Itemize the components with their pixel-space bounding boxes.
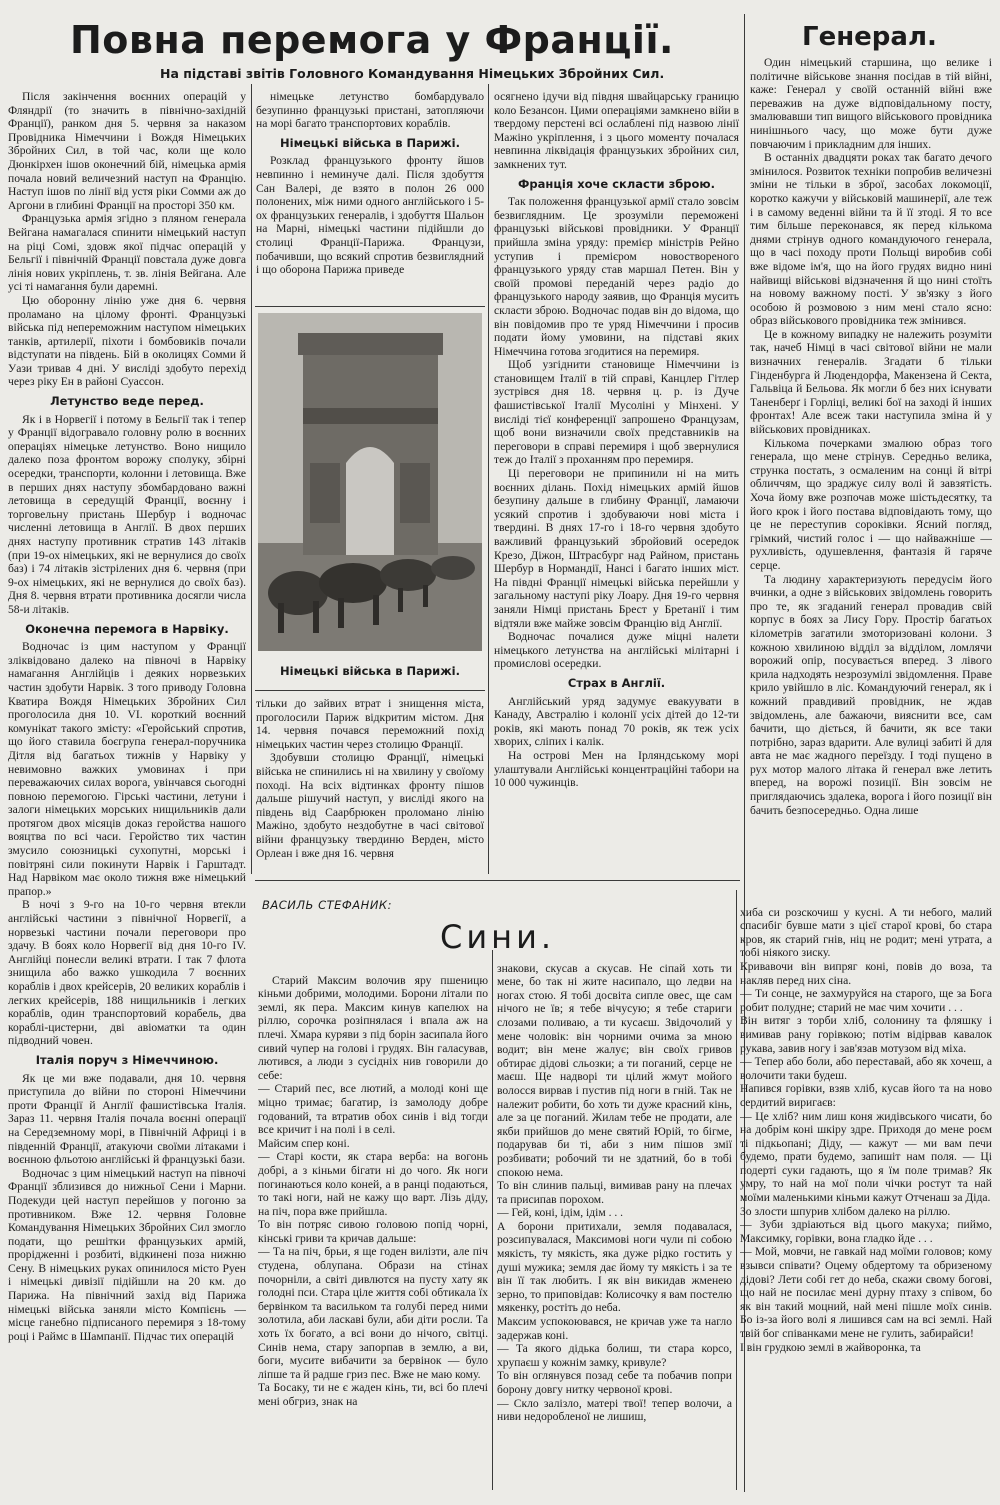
paragraph: Один німецький старшина, що велике і політичне військове знання посідав в тій війні, каже: Генерал у своїй останній війні вже переважив на дуже відповідальному посту, змалювавши тип вищого військового провідника нинішнього часу, що може бути дуже повчаючим і прикладним для інших.: [750, 56, 992, 151]
paragraph: Розклад французького фронту йшов невпинно і неминуче далі. Після здобуття Сан Валері, де взято в полон 26 000 полонених, між ними одного англійського і 5-ох французьких генералів, і здобуття Шальон на Марні, німецькі частини підійшли до столиці Франції-Парижа. Французи, побачивши, що всякий спротив безвиглядний і що оборона Парижа приведе: [256, 154, 484, 277]
paragraph: знакови, скусав а скусав. Не сіпай хоть ти мене, бо так ні жите насипало, що ледви на ногах стою. Я тобі досвіта сипле овес, ще сам нічого не їв; я тебе вічусую; я тебе стариги слозами поливаю, а ти кусаєш. Звідочолий у мене чоловік: він чорними очима за мною водит; він мене жалує; він своїх гривов обтирає дідові сльозки; а ти поганий, серце не маєш. Ще надворі ти цілий жмут мойого волосся вирвав і пустив під ноги в гній. Так не належит робити, бо хоть ти дуже красний кінь, але за це поганий. Жилам тебе не продати, але якби прийшов до мене святий Юрій, то бігме, подарував би ті, аби з ним пішов змії розбивати; робочий ти не здатний, бо в тобі спокою нема. То він слинив пальці, вимивав рану на плечах та присипав порохом. — Гей, коні, ідім, ідім . . . А борони притихали, земля подавалася, розсипувалася, Максимові ноги чули пі собою мякість, ту мякість, яка дуже рідко гостить у душі мужика; земля дає йому ту мякість і за те він її так любить. І як він викидав жменею зерно, то приповідав: Колисочку я вам постелю мякенку, ростіть до неба. Максим успокоювався, не кричав уже та нагло задержав коні. — Та якого дідька болиш, ти стара корсо, хрупаєш у кожнім замку, кривуле? То він оглянувся позад себе та побачив попри борону довгу нитку червоної крові. — Скло залізло, матері твої! тепер волочи, а ниви недоробленої не лишиш,: [497, 961, 732, 1424]
main-headline: Повна перемога у Франції.: [70, 18, 674, 62]
section-heading: Летунство веде перед.: [50, 394, 204, 409]
paragraph: Цю оборонну лінію уже дня 6. червня проламано на цілому фронті. Французькі війська під непереможним наступом німецьких танків, артилерії, піхоти і бомбовиків почали відступати на південь. Бій в околицях Сомми й Уази тривав 4 дні. У висліді здобуто перехід через ріку Ен в районі Суассон.: [8, 293, 246, 389]
paragraph: Та людину характеризують передусім його вчинки, а одне з військових звідомлень говорить про те, як згаданий генерал провадив свій корпус в боях за Лису Гору. Простір багатьох кілометрів загатили змоторизовані колони. З кожною хвилиною відділ за відділом, ломлячи ворожий опір, посувається вперед. З лівого крила надходять незрозумілі звідомлення. Праве крило увійшло в ліс. Командуючий генерал, як і кожний правдивий провідник, не ждав звідомлень, але бажаючи, вияснити все, сам бачити, що діється, й бачити, як все таки потрібно, зараз вдарити. Але вулиці забиті й для авта не має жадного переїзду. І тоді пущено в рух мотор малого літака й генерал вже летить вперед, на ворожі позиції. Він зовсім не приглядаючись здалека, ворога і його позиції він бачить безпосередньо. Одна лише: [750, 572, 992, 817]
paragraph: Як і в Норвегії і потому в Бельгії так і тепер у Франції відогравало головну ролю в воєнних операціях німецьке летунство. Воно нищило далеко поза фронтом ворожу сполуку, збірні осередки, транспорти, колонни і летовища. Вже в перших днях наступу збомбардовано важні летовища в середущій Франції, воєнну і торговельну пристань Шербур і водночас численні летовища в Англії. В двох перших днях наступу противник стратив 143 літаків (при 19-ох німецьких, які не вернулися до своїх баз) і 74 літаків зістрілених дня 6. червня (при 9-ох німецьких, які не вернулися до своїх баз). Дня 8. червня втрати противника досягли числа 58-и літаків.: [8, 412, 246, 616]
paragraph: осягнено ідучи від півдня швайцарську границю коло Безансон. Цими операціями замкнено війи в твердому перстені всі ослаблені під назвою лінії Мажіно укріплення, і з цього моменту почалася невпинна ліквідація французьких збройних сил, замкнених тут.: [494, 90, 739, 171]
column-rule: [488, 84, 489, 874]
paragraph: Як це ми вже подавали, дня 10. червня приступила до війни по стороні Німеччини проти Франції й Англії фашистівська Італія. Зараз 11. червня Італія почала воєнні операції на Середземному морі, в Північній Африці і в південній Франції, атакуючи своїми літаками і воєнною фльотою англійські й французькі бази.: [8, 1071, 246, 1167]
story-author: ВАСИЛЬ СТЕФАНИК:: [262, 898, 392, 912]
arc-de-triomphe-photo: [258, 313, 482, 651]
paragraph: В ночі з 9-го на 10-го червня втекли англійські частини з північної Норвегії, а норвезькі частини почали переговори про здачу. В боях коло Норвегії від дня 10-го IV. Англійці понесли великі втрати. І так 7 флота знищила або важко ушкодила 7 воєнних кораблів і двох крейсерів, 20 великих кораблів і легких крейсерів, 188 нищильників і легких кораблів, один транспортовий корабель, два кораблі-цистерни, дві авіоматки та один підводний човен.: [8, 898, 246, 1048]
paragraph: На острові Мен на Ірляндському морі улаштували Англійські концентраційні табори на 10 000 чужинців.: [494, 748, 739, 790]
article-column-2-bottom: [256, 697, 484, 877]
section-heading: Італія поруч з Німеччиною.: [35, 1052, 219, 1067]
headline-subtitle: На підставі звітів Головного Командування Німецьких Збройних Сил.: [160, 66, 665, 81]
paragraph: Кількома почерками змалюю образ того генерала, що мене стрінув. Середньо велика, стрункa постать, з осмаленим на сонці й вітрі обличчям, що зраджує силу волі й завзятість. Хоча йому вже розпочав може шістьдесятку, та його крок і його постава відповідають тому, що це не переступив сороківки. Ясний погляд, грімкий, чистий голос і — що найважніше — рухливість, одушевлення, фантазія й гаряче серце.: [750, 436, 992, 572]
story-title: Сини.: [440, 918, 556, 956]
paragraph: Це в кожному випадку не належить розуміти так, начеб Німці в часі світової війни не мали визначних генералів. Згадати б тільки Гінденбурга й Людендорфа, Макензена й Секта, Гальвіца й Бельова. Як могли б без них існувати Таненберґ і Горліці, великі бої на заході й інших фронтах! Але всеж таки наступила зміна й у військових провідниках.: [750, 327, 992, 437]
general-article-column: [750, 56, 992, 878]
paragraph: хиба си розскочиш у кусні. А ти небого, малий спасибіг бувше мати з цієї старої крові, бо стара кров, як старий гнів, ніц не родит; мені утрата, а тобі ніякого зиску. Кривавочи він випряг коні, повів до воза, та накляв перед них сіна. — Ти сонце, не захмуруйся на старого, ще за Бога робит полудне; старий не має чим хочити . . . Він витяг з торби хліб, солонину та фляшку і вимивав рану горівкою; потім відірвав кавалок рукава, завив ногу і зав'язав мотузом від міха. — Тепер або боли, або переставай, або як хочеш, а волочити таки будеш. Напився горівки, взяв хліб, кусав його та на ново сердитий виригаєв: — Це хліб? ним лиш коня жидівського чисати, бо на добрім коні шкіру здре. Приходя до мене роєм ті підкьопані; Діду, — кажут — ми вам печи будемо, прати будемо, запишіт нам поля. — Ці подерті суки гадають, що я їм поле тримав? Як умру, то най на мої поли чічки ростут та най моїми маленькими кіньми кажут Отченаш за Діда. Зо злости шпурив хлібом далеко на ріллю. — Зуби здріаються від цього макуха; пиймо, Максимку, горівки, вона гладко йде . . . — Мой, мовчи, не гавкай над моїми головов; кому взывси співати? Оцему обдертому та обризеному дідові? Лети собі гет до неба, скажи свому богові, що най не посилає мені дурну птаху з співом, бо як він такий моцний, най мені пішле моїх синів. Бо із-за його волі я лишився сам на всі землі. Най твій бог співанками мене не гулить, забирайси! І він грудкою землі в жайворонка, та: [740, 905, 992, 1354]
section-heading: Франція хоче скласти зброю.: [518, 176, 715, 191]
photo-illustration: [258, 313, 482, 651]
story-column-1: [258, 960, 488, 1495]
article-column-2-top: [256, 90, 484, 302]
column-rule: [736, 890, 737, 1490]
paragraph: Старий Максим волочив яру пшеницю кіньми добрими, молодими. Борони літали по землі, як пера. Максим кинув капелюх на ріллю, сорочка розіпнялася і впала аж на плечі. Хмара куряви з під борін засипала його сивий чупер на голові і грудях. Він галасував, лютився, а люди з сусідніх нив говорили до себе: — Старий пес, все лютий, а молоді коні ще міцно тримає; багатир, із замолоду добре годований, та втратив обох синів і від тогди все кричит і на полі і в селі. Майсим спер коні. — Старі кости, як стара верба: на вогонь добрі, а з кіньми бігати ні до чого. Як ноги погинаються коло коней, а в ранці подаються, то такі ноги, най не кажу що варт. Лізь діду, на піч, пора вже прийшла. То він потряс сивою головою попід чорні, кінські гриви та кричав дальше: — Та на піч, брьи, я ще годен вилізти, але піч студена, облупана. Образи на стінах почорніли, а світі дивлются на пусту хату як голодні пси. Стара ціле життя собі обтикала їх бервінком та васильком та голубі перед ними золотила, аби ласкаві були, аби діти росли. Та хоть їх богато, а всі вони до нічого, світці. Синів нема, стару запорпав в землю, а ви, боги, мусите вибачити за бервінок — було ліпше та й радше гриз пес. Вже не маю кому. Та Босаку, ти не є жаден кінь, ти, всі бо плечі мені обгриз, знак на: [258, 973, 488, 1408]
photo-rule: [255, 306, 485, 307]
paragraph: Англійський уряд задумує евакуувати в Канаду, Австралію і колонії усіх дітей до 12-ти років, які мають понад 70 років, як теж усіх хворих, сліпих і калік.: [494, 694, 739, 749]
paragraph: Ці переговори не припинили ні на мить воєнних ділань. Похід німецьких армій йшов безупину дальше в глибину Франції, ламаючи усякий спротив і здобуваючи нові міста і твердині. В днях 17-го і 18-го червня здобуто важливий французький збройовий осередок Крезо, Діжон, Штрасбург над Райном, пристань Шербур в Нормандії, Нансі і багато інших міст. На півдні Франції німецькі війська перейшли у загальному наступі ріку Лоару. Дня 19-го червня заняли Німці пристань Брест у Бретанії і тим відтяли вже майже зовсім Францію від Англії.: [494, 467, 739, 630]
section-heading: Німецькі війська в Парижі.: [280, 135, 460, 150]
paragraph: Здобувши столицю Франції, німецькі війська не спинились ні на хвилину у своїому поході. На всіх відтинках фронту пішов дальше рішучий наступ, у висліді якого на південь від Саарбрюкен проломано лінію Мажіно, здобуто нездобутне в часі світової війни французьку твердиню Верден, місто Орлеан і вже дня 16. червня: [256, 751, 484, 860]
column-rule: [251, 84, 252, 874]
paragraph: Так положення французької армії стало зовсім безвиглядним. Це зрозуміли переможені французькі військові провідники. У Франції прийшла зміна уряду: премієр міністрів Рейно уступив і премієром новоствореного французького уряду став маршал Петен. Він у своїй промові переданій через радіо до французького народу заявив, що Франція мусить скласти зброю. Водночас подав він до відома, що він повідомив про те уряд Німеччини і просив подати йому умовини, на підставі яких Німеччина готова згодитися на перемиря.: [494, 195, 739, 358]
photo-rule: [255, 690, 485, 691]
article-column-1: [8, 90, 246, 1495]
story-column-2: [497, 948, 732, 1495]
paragraph: Водночас із цим наступом у Франції зліквідовано далеко на півночі в Нарвіку намагання Англійців і деяких норвезьких частин здобути Нарвік. З того приводу Головна Кватира Вождя Німецьких Збройних Сил проголосила дня 10. VI. короткий воєнний комунікат такого змісту: «Геройський спротив, що його ставила боєгрупа генерал-поручника Дітля від багатьох тижнів у Нарвіку у невимовно важких умовинах і при переважаючих силах ворога, увінчався сьогодні повною перемогою. Гірські частини, летуни і залоги німецьких морських нищильників дали протягом двох місяців доказ геройства нашого вояцтва по всі часи. Геройство тих частин змусило союзницькі сухопутні, морські і повітряні сили покинути Нарвік і Гарштадт. Над Нарвіком має около тижня вже німецький прапор.»: [8, 640, 246, 898]
paragraph: В останніх двадцяти роках так багато дечого змінилося. Розвиток техніки попробив величезні зміни не тільки в зброї, засобах локомоції, коротко кажучи у військовій машинерії, але теж і в самому веденні війни та й її зтоді. Я то все тим більше переконався, як перед кількома днями стрінув одного командуючого генерала, що в часі походу проти Польщі виробив собі вже відоме ім'я, що на його грудях видно нині найвищі військові відзначення й що нині стоїть на новому важному пості. У зв'язку з його особою й розмовою з ним мені стало ясно: образ військового провідника теж змінився.: [750, 151, 992, 328]
article-column-3: [494, 90, 739, 875]
section-rule: [255, 880, 740, 881]
paragraph: Після закінчення воєнних операцій у Фляндрії (то значить в північно-західній Франції), ранком дня 5. червня за наказом Провідника Німеччини і Вождя Німецьких Збройних Сил, в той час, коли ще коло Дюнкірхен ішов оконечний бій, німецька армія почала новий величезний наступ на Францію. Наступ ішов по лінії від устя ріки Сомми аж до Аргони в глибині Франції на просторі 350 км.: [8, 90, 246, 212]
photo-caption: Німецькі війська в Парижі.: [280, 664, 460, 678]
section-heading: Страх в Англії.: [567, 675, 666, 690]
section-heading: Оконечна перемога в Нарвіку.: [25, 621, 229, 636]
paragraph: тільки до зайвих втрат і знищення міста, проголосили Париж відкритим містом. Дня 14. червня почався переможний похід німецьких частин через столицю Франції.: [256, 697, 484, 751]
side-article-title: Генерал.: [802, 22, 937, 52]
paragraph: Щоб узгіднити становище Німеччини із становищем Італії в тій справі, Канцлер Гітлер зустрівся дня 18. червня ц. р. із Дуче фашистівської Італії Мусоліні у Мінхені. У висліді тієї конференції запрошено Французам, щоб вони визначили своїх представників на переговори в справі перемиря і щоб звернулися теж до Італії з проханням про перемиря.: [494, 358, 739, 467]
paragraph: Водночас почалися дуже міцні налети німецького летунства на англійські мілітарні і промислові осередки.: [494, 630, 739, 671]
story-column-3: [740, 892, 992, 1495]
paragraph: німецьке летунство бомбардувало безупинно французькі пристані, затопляючи на морі багато транспортових кораблів.: [256, 90, 484, 131]
column-rule: [492, 950, 493, 1490]
paragraph: Водночас з цим німецький наступ на півночі Франції зблизився до нижньої Сени і Марни. Подекуди цей наступ перейшов у погоню за противником. Вже 12. червня Головне Командування Німецьких Збройних Сил змогло подати, що решітки французьких армій, прорідженні і розбиті, відкинені поза нижню Сену. В німецьких руках опинилося місто Руен і німецькі дивізії підійшли на 20 км. до Парижа. На північний захід від Парижа німецькі війська заняли місто Компієнь — місце ганебно підписаного перемиря з 18-тому році і Раймс в Шампанії. Підчас тих операцій: [8, 1166, 246, 1343]
paragraph: Французька армія згідно з пляном генерала Вейгана намагалася спинити німецький наступ на ріці Сомі, здовж якої підчас операцій у Бельгії і північній Франції повстала дуже довга лінія нових укріплень, т. зв. лінія Вейгана. Але усі ті намагання були даремні.: [8, 212, 246, 294]
